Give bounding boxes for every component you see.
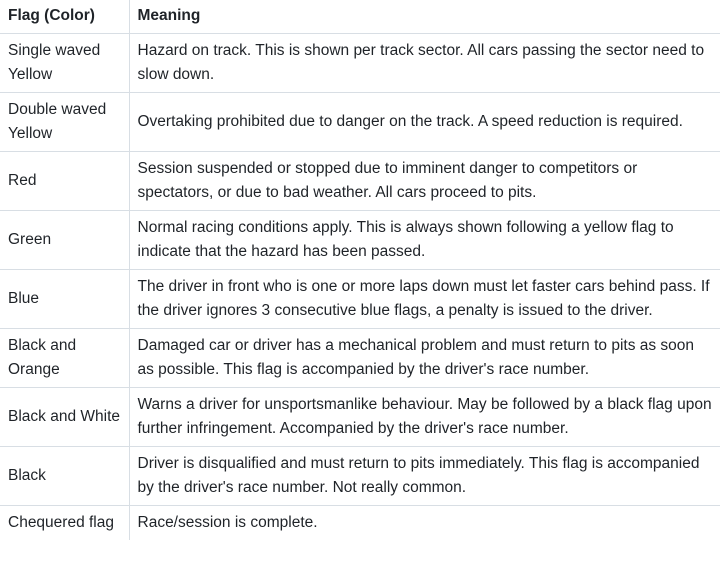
flag-cell: Red — [0, 152, 129, 211]
table-row — [0, 270, 720, 329]
meaning-cell: Hazard on track. This is shown per track sector. All cars passing the sector need to slow down. — [129, 34, 720, 93]
meaning-cell: Warns a driver for unsportsmanlike behaviour. May be followed by a black flag upon further infringement. Accompanied by the driver's race number. — [129, 388, 720, 447]
meaning-cell: Driver is disqualified and must return to pits immediately. This flag is accompanied by the driver's race number. Not really common. — [129, 447, 720, 506]
header-row — [0, 0, 720, 34]
meaning-cell: The driver in front who is one or more laps down must let faster cars behind pass. If the driver ignores 3 consecutive blue flags, a penalty is issued to the driver. — [129, 270, 720, 329]
flag-cell: Black and White — [0, 388, 129, 447]
flag-cell: Single waved Yellow — [0, 34, 129, 93]
meaning-cell: Session suspended or stopped due to imminent danger to competitors or spectators, or due to bad weather. All cars proceed to pits. — [129, 152, 720, 211]
meaning-cell: Normal racing conditions apply. This is always shown following a yellow flag to indicate that the hazard has been passed. — [129, 211, 720, 270]
flag-cell: Black and Orange — [0, 329, 129, 388]
table-row — [0, 447, 720, 506]
meaning-cell: Overtaking prohibited due to danger on the track. A speed reduction is required. — [129, 93, 720, 152]
table-row — [0, 329, 720, 388]
flag-cell: Double waved Yellow — [0, 93, 129, 152]
table-row — [0, 152, 720, 211]
table-row — [0, 93, 720, 152]
table-row — [0, 34, 720, 93]
flag-cell: Blue — [0, 270, 129, 329]
header-meaning: Meaning — [129, 0, 720, 34]
flag-cell: Chequered flag — [0, 506, 129, 541]
header-flag-color: Flag (Color) — [0, 0, 129, 34]
meaning-cell: Race/session is complete. — [129, 506, 720, 541]
flag-cell: Green — [0, 211, 129, 270]
table-row — [0, 506, 720, 541]
flag-cell: Black — [0, 447, 129, 506]
meaning-cell: Damaged car or driver has a mechanical problem and must return to pits as soon as possible. This flag is accompanied by the driver's race number. — [129, 329, 720, 388]
table-row — [0, 211, 720, 270]
table-row — [0, 388, 720, 447]
